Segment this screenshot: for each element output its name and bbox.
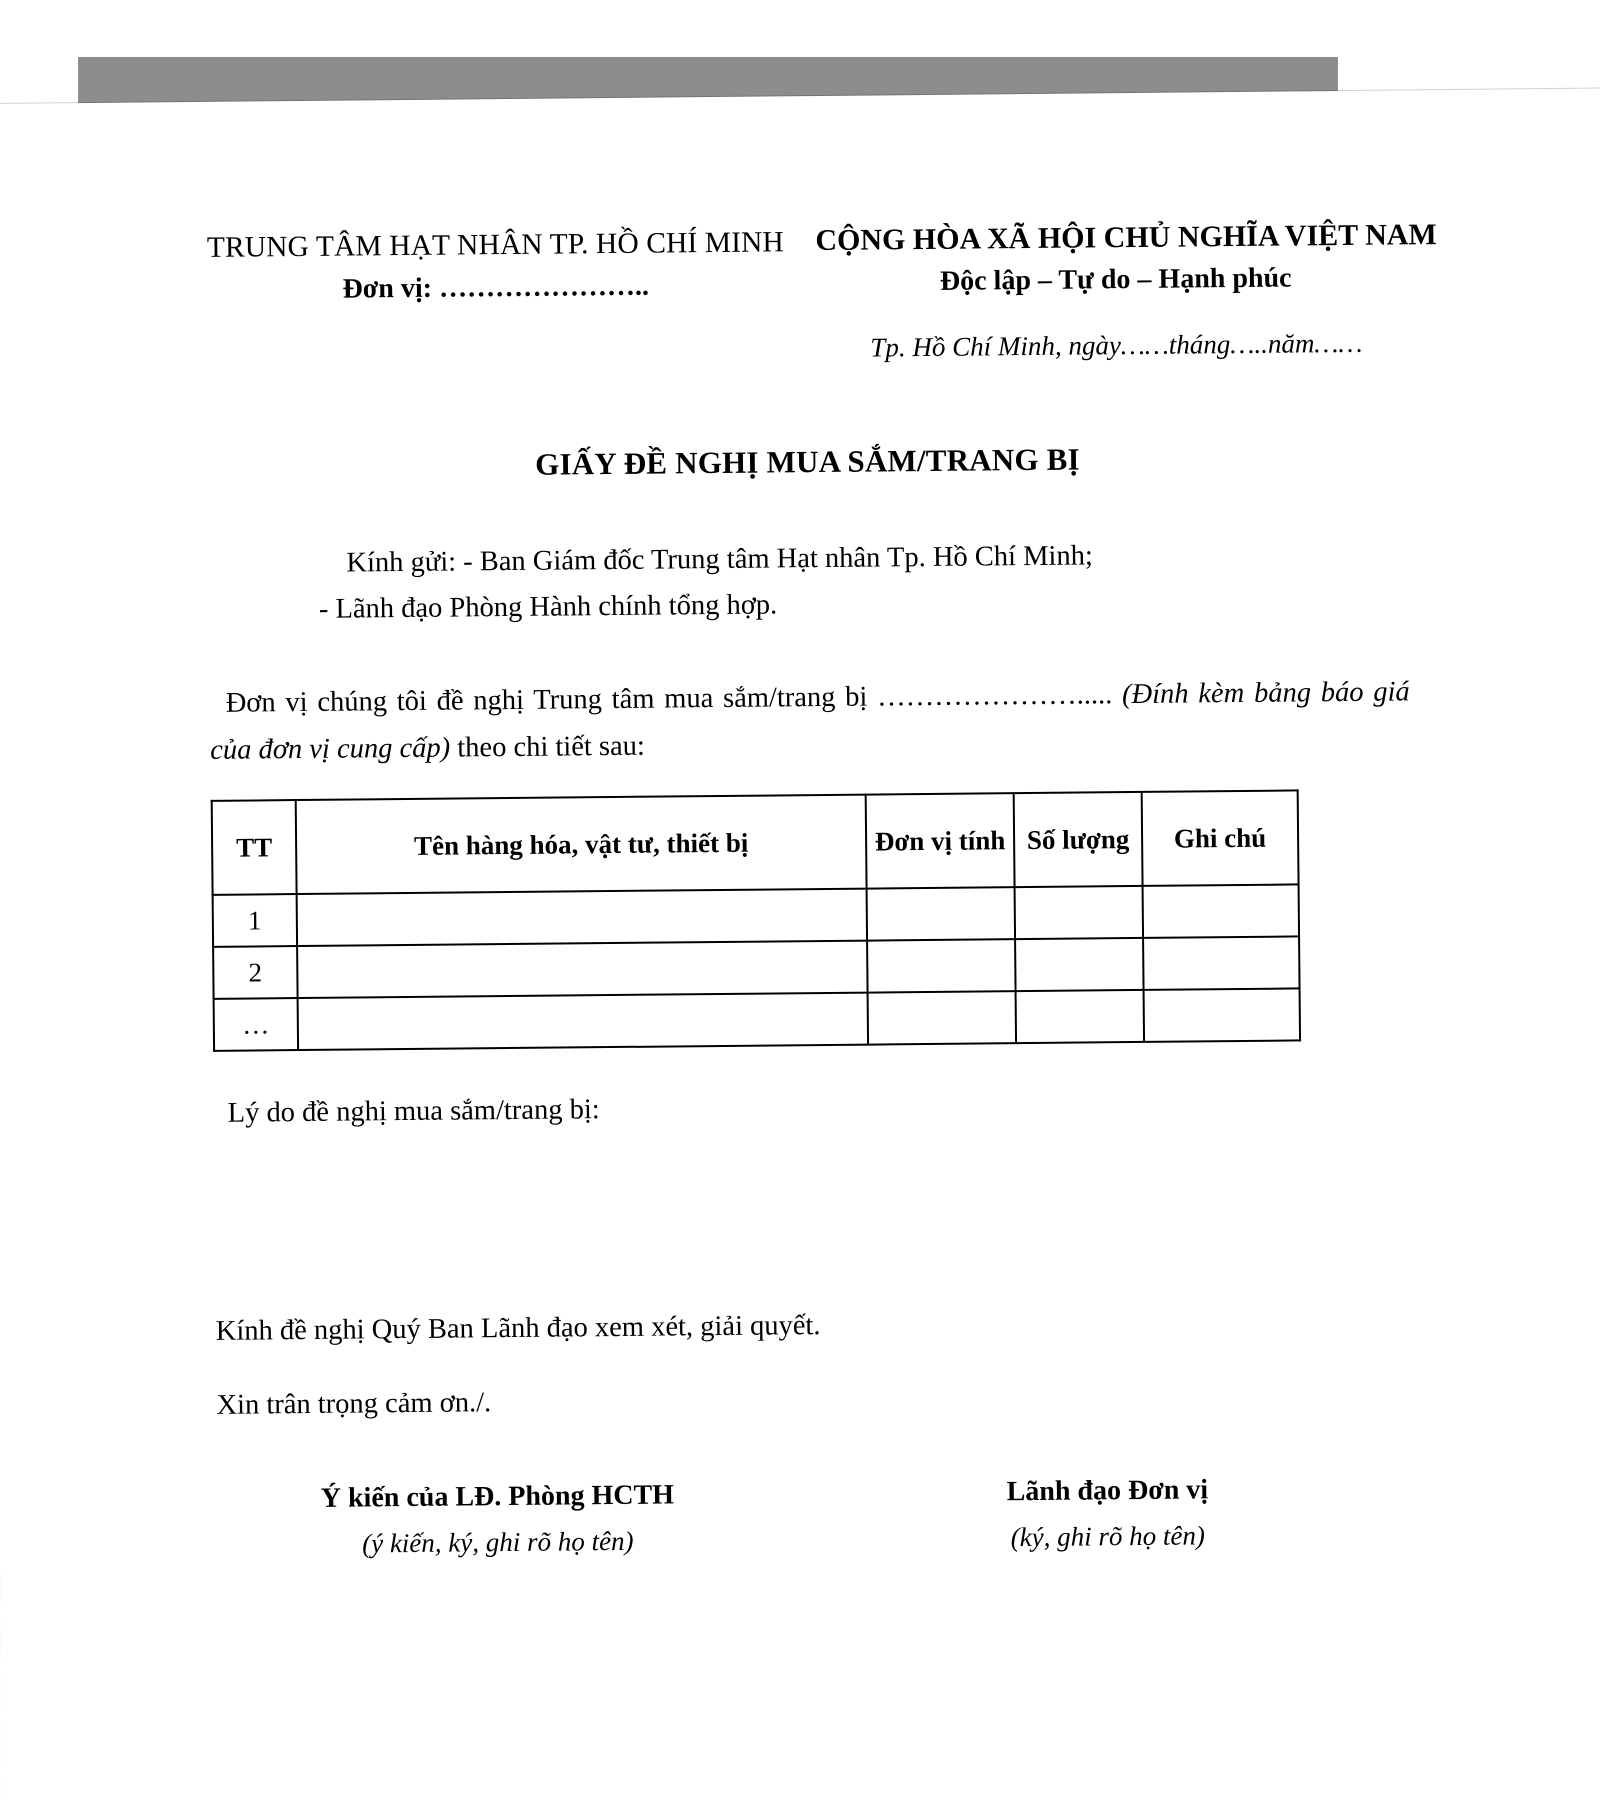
header-left-block — [205, 226, 786, 307]
table-row — [214, 989, 1300, 1051]
cell-tt: 1 — [213, 894, 297, 947]
closing-line-2: Xin trân trọng cảm ơn./. — [216, 1387, 492, 1422]
column-header-note: Ghi chú — [1142, 791, 1299, 886]
page-title: GIẤY ĐỀ NGHỊ MUA SẮM/TRANG BỊ — [535, 441, 1080, 482]
cell-unit[interactable] — [867, 940, 1015, 993]
dateline: Tp. Hồ Chí Minh, ngày……tháng…..năm…… — [870, 327, 1363, 363]
page-content — [205, 210, 1437, 1594]
table-header-row — [212, 791, 1299, 895]
header-right-block — [815, 218, 1437, 364]
recipient-line-2: - Lãnh đạo Phòng Hành chính tổng hợp. — [318, 589, 778, 625]
signature-column-unit-leader — [907, 1474, 1308, 1555]
signature-hint-unit-leader: (ký, ghi rõ họ tên) — [1010, 1520, 1206, 1553]
signature-block — [217, 1473, 1418, 1595]
national-heading: CỘNG HÒA XÃ HỘI CHỦ NGHĨA VIỆT NAM — [815, 218, 1437, 258]
request-paragraph — [210, 669, 1411, 775]
column-header-tt: TT — [212, 800, 297, 895]
cell-note[interactable] — [1143, 885, 1299, 938]
request-text-part1: Đơn vị chúng tôi đề nghị Trung tâm mua sắm/trang bị …………………..... — [225, 679, 1113, 720]
items-table — [211, 790, 1301, 1052]
unit-field: Đơn vị: ………………….. — [342, 270, 650, 305]
cell-name[interactable] — [298, 993, 868, 1050]
column-header-name: Tên hàng hóa, vật tư, thiết bị — [296, 795, 867, 894]
signature-role-unit-leader: Lãnh đạo Đơn vị — [1006, 1474, 1209, 1508]
request-attachment-note: (Đính kèm bảng báo giá của đơn vị cung cấp) — [210, 676, 1410, 767]
cell-qty[interactable] — [1016, 990, 1144, 1043]
cell-name[interactable] — [297, 941, 867, 998]
signature-role-hcth: Ý kiến của LĐ. Phòng HCTH — [320, 1479, 675, 1515]
request-text-part2: theo chi tiết sau: — [450, 731, 646, 764]
cell-unit[interactable] — [867, 888, 1015, 941]
document-header — [205, 210, 1437, 392]
cell-unit[interactable] — [868, 992, 1016, 1045]
cell-qty[interactable] — [1015, 886, 1143, 939]
cell-qty[interactable] — [1015, 938, 1143, 991]
signature-hint-hcth: (ý kiến, ký, ghi rõ họ tên) — [361, 1526, 634, 1559]
cell-note[interactable] — [1144, 989, 1300, 1042]
national-motto: Độc lập – Tự do – Hạnh phúc — [939, 262, 1292, 297]
organization-name: TRUNG TÂM HẠT NHÂN TP. HỒ CHÍ MINH — [206, 226, 785, 264]
cell-tt: 2 — [213, 946, 297, 999]
recipient-line-1: Kính gửi: - Ban Giám đốc Trung tâm Hạt nhân Tp. Hồ Chí Minh; — [346, 540, 1093, 579]
document-page — [0, 88, 1600, 1800]
signature-column-hcth — [287, 1479, 708, 1560]
reason-writing-area[interactable] — [214, 1119, 1416, 1317]
closing-line-1: Kính đề nghị Quý Ban Lãnh đạo xem xét, giải quyết. — [215, 1310, 821, 1348]
cell-note[interactable] — [1143, 937, 1299, 990]
cell-tt: … — [214, 998, 298, 1051]
recipients-block — [208, 530, 1409, 634]
reason-label: Lý do đề nghị mua sắm/trang bị: — [227, 1094, 600, 1130]
column-header-unit: Đơn vị tính — [866, 794, 1015, 889]
cell-name[interactable] — [297, 889, 867, 946]
column-header-qty: Số lượng — [1014, 792, 1143, 887]
